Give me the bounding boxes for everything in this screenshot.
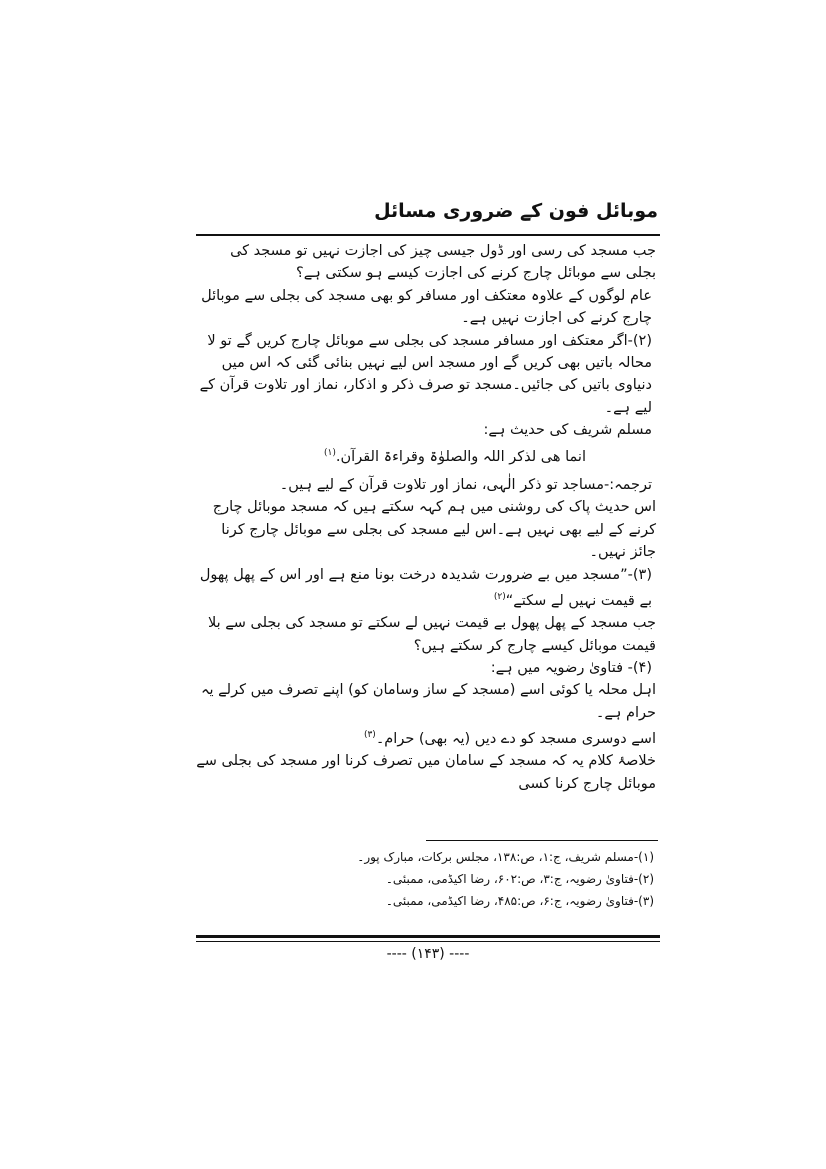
paragraph: عام لوگوں کے علاوہ معتکف اور مسافر کو بھی مسجد کی بجلی سے موبائل چارج کرنے کی اجازت نہیں ہے۔ [201,287,652,327]
paragraph: اسے دوسری مسجد کو دے دیں (یہ بھی) حرام۔$^{(۳)}$ [363,730,656,748]
footnote-item: (۱)-مسلم شریف، ج:۱، ص:۱۳۸، مجلس برکات، مبارک پور۔ [357,850,654,864]
footnote-separator [426,840,658,841]
running-header-title: موبائل فون کے ضروری مسائل [374,200,658,222]
footnote-item: (۲)-فتاویٰ رضویہ، ج:۳، ص:۶۰۲، رضا اکیڈمی، ممبئی۔ [385,872,654,886]
main-text [196,240,656,795]
header-rule [196,234,660,236]
footnote-ref: (۱) [324,447,336,458]
footer-rule-thin [196,941,660,942]
paragraph: خلاصۂ کلام یہ کہ مسجد کے سامان میں تصرف کرنا اور مسجد کی بجلی سے موبائل چارج کرنا کسی [196,753,656,792]
page-number: ---- (۱۴۳) ---- [386,946,470,962]
paragraph: (۲)-اگر معتکف اور مسافر مسجد کی بجلی سے موبائل چارج کریں گے تو لا محالہ باتیں بھی کریں گے اور مسجد اس لیے نہیں بنائی گئی کہ اس میں دنیاوی باتیں کی جائیں۔مسجد تو صرف ذکر و اذکار، نماز اور تلاوت قرآن کے لیے ہے۔ [199,332,652,416]
hadith-arabic: انما ھی لذکر اللہ والصلوٰۃ وقراءۃ القرآن.$^{(۱)}$ [324,447,586,465]
paragraph: (۴)- فتاویٰ رضویہ میں ہے: [490,659,652,676]
footnote-ref: (۳) [363,730,376,741]
footnote-ref: (۲) [493,591,506,602]
paragraph: جب مسجد کی رسی اور ڈول جیسی چیز کی اجازت نہیں تو مسجد کی بجلی سے موبائل چارج کرنے کی اجازت کیسے ہو سکتی ہے؟ [230,243,656,282]
footnotes [196,846,654,912]
paragraph: (۳)-”مسجد میں بے ضرورت شدیدہ درخت بونا منع ہے اور اس کے پھل پھول بے قیمت نہیں لے سکتے“$^{(۲)}$ [199,566,652,609]
paragraph: اس حدیث پاک کی روشنی میں ہم کہہ سکتے ہیں کہ مسجد موبائل چارج کرنے کے لیے بھی نہیں ہے۔اس لیے مسجد کی بجلی سے موبائل چارج کرنا جائز نہیں۔ [212,499,656,561]
paragraph: جب مسجد کے پھل پھول بے قیمت نہیں لے سکتے تو مسجد کی بجلی سے بلا قیمت موبائل کیسے چارج کر سکتے ہیں؟ [207,615,656,654]
paragraph: اہل محلہ یا کوئی اسے (مسجد کے ساز وسامان کو) اپنے تصرف میں کرلے یہ حرام ہے۔ [201,682,656,721]
footnote-item: (۳)-فتاویٰ رضویہ، ج:۶، ص:۴۸۵، رضا اکیڈمی، ممبئی۔ [385,894,654,908]
paragraph: مسلم شریف کی حدیث ہے: [483,422,652,439]
footer-rule [196,935,660,938]
hadith-translation: ترجمہ:-مساجد تو ذکر الٰہی، نماز اور تلاوت قرآن کے لیے ہیں۔ [279,476,652,493]
